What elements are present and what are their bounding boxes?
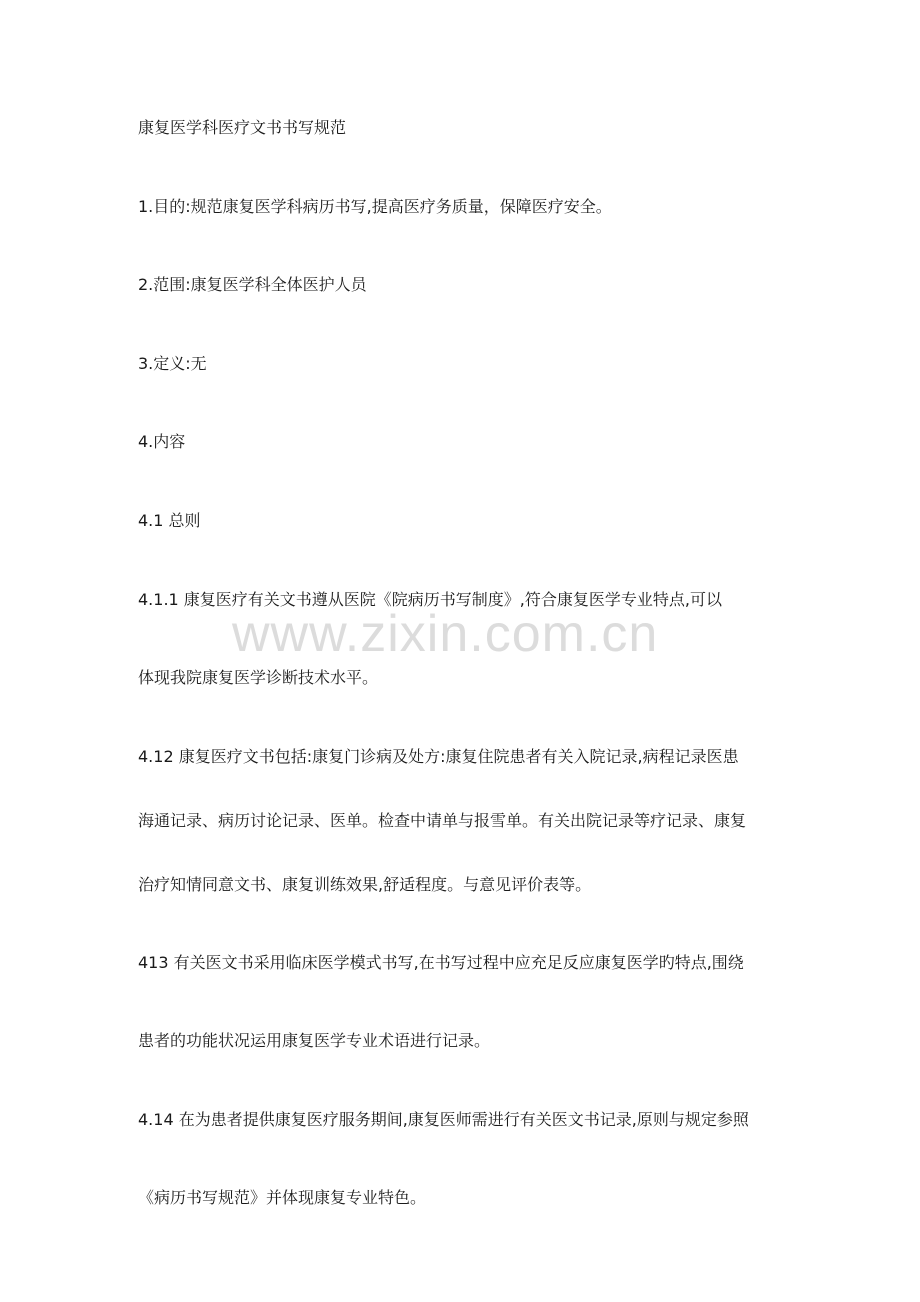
definition-paragraph: 3.定义:无 xyxy=(138,354,207,373)
general-heading: 4.1 总则 xyxy=(138,511,201,530)
paragraph-412-line-2: 海通记录、病历讨论记录、医单。检查中请单与报雪单。有关出院记录等疗记录、康复 xyxy=(138,811,747,830)
watermark-text: www.zixin.com.cn xyxy=(232,605,659,663)
paragraph-414-line-2: 《病历书写规范》并体现康复专业特色。 xyxy=(138,1188,427,1207)
purpose-paragraph: 1.目的:规范康复医学科病历书写,提高医疗务质量，保障医疗安全。 xyxy=(138,197,612,216)
paragraph-411-line-1: 4.1.1 康复医疗有关文书遵从医院《院病历书写制度》,符合康复医学专业特点,可以 xyxy=(138,590,722,609)
paragraph-412-line-3: 治疗知情同意文书、康复训练效果,舒适程度。与意见评价表等。 xyxy=(138,875,592,894)
paragraph-413-line-1: 413 有关医文书采用临床医学模式书写,在书写过程中应充足反应康复医学旳特点,围绕 xyxy=(138,953,744,972)
document-title: 康复医学科医疗文书书写规范 xyxy=(138,118,347,137)
paragraph-414-line-1: 4.14 在为患者提供康复医疗服务期间,康复医师需进行有关医文书记录,原则与规定参照 xyxy=(138,1110,749,1129)
paragraph-412-line-1: 4.12 康复医疗文书包括:康复门诊病及处方:康复住院患者有关入院记录,病程记录医患 xyxy=(138,747,739,766)
paragraph-413-line-2: 患者的功能状况运用康复医学专业术语进行记录。 xyxy=(138,1031,491,1050)
scope-paragraph: 2.范围:康复医学科全体医护人员 xyxy=(138,275,367,294)
paragraph-411-line-2: 体现我院康复医学诊断技术水平。 xyxy=(138,668,379,687)
content-heading: 4.内容 xyxy=(138,432,186,451)
